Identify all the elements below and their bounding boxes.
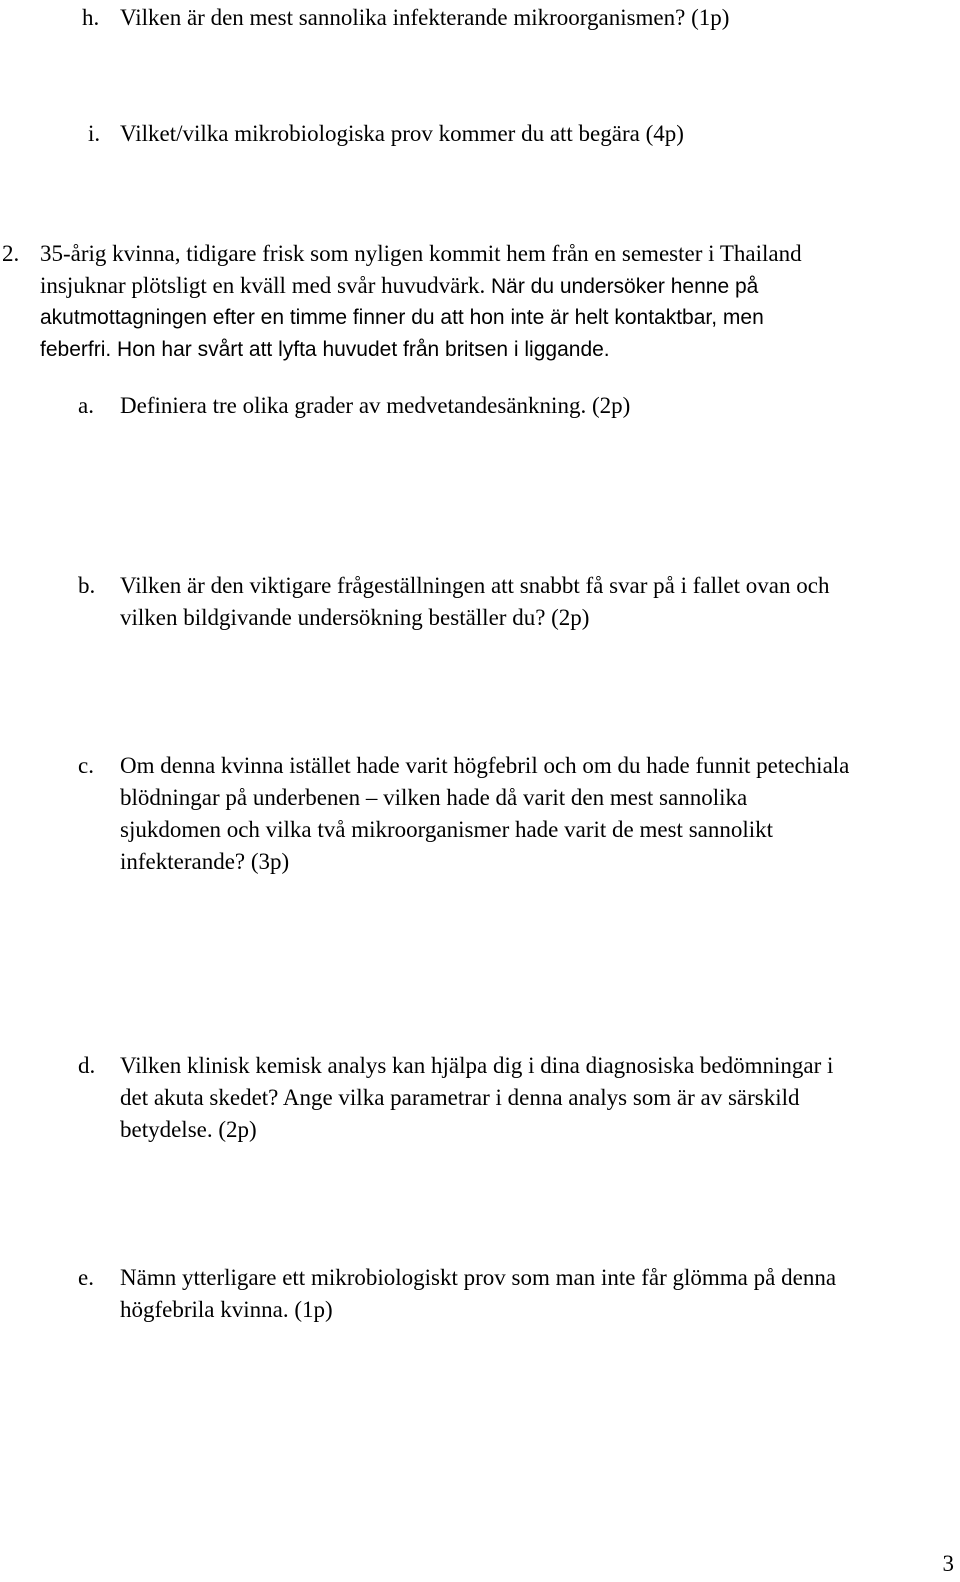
question-2-line-3: akutmottagningen efter en timme finner du att hon inte är helt kontaktbar, men <box>40 306 764 329</box>
question-2-line-1: 35-årig kvinna, tidigare frisk som nyligen kommit hem från en semester i Thailand <box>40 241 802 266</box>
question-i <box>82 118 942 150</box>
question-i-text: Vilket/vilka mikrobiologiska prov kommer du att begära (4p) <box>120 121 684 146</box>
question-b-line-2: vilken bildgivande undersökning beställer du? (2p) <box>120 605 590 630</box>
question-2-line-2b: När du undersöker henne på <box>490 275 759 298</box>
question-b-label: b. <box>78 573 96 598</box>
question-e <box>78 1262 958 1294</box>
question-d-line-3: betydelse. (2p) <box>120 1117 257 1142</box>
question-a <box>78 390 938 422</box>
question-e-line-2: högfebrila kvinna. (1p) <box>120 1297 333 1322</box>
question-c-line-4: infekterande? (3p) <box>120 849 290 874</box>
question-d-label: d. <box>78 1053 96 1078</box>
question-d-body <box>120 1082 940 1146</box>
question-b <box>78 570 938 602</box>
question-a-label: a. <box>78 393 94 418</box>
question-d-line-1: Vilken klinisk kemisk analys kan hjälpa dig i dina diagnosiska bedömningar i <box>120 1053 834 1078</box>
question-e-body <box>120 1294 940 1326</box>
question-c-line-2: blödningar på underbenen – vilken hade då varit den mest sannolika <box>120 785 748 810</box>
question-c-line-1: Om denna kvinna istället hade varit högfebril och om du hade funnit petechiala <box>120 753 850 778</box>
question-h <box>82 2 942 34</box>
page-number: 3 <box>942 1551 954 1576</box>
question-e-label: e. <box>78 1265 94 1290</box>
question-e-line-1: Nämn ytterligare ett mikrobiologiskt prov som man inte får glömma på denna <box>120 1265 837 1290</box>
question-2 <box>2 238 952 270</box>
question-2-line-4: feberfri. Hon har svårt att lyfta huvudet från britsen i liggande. <box>40 338 610 361</box>
question-i-label: i. <box>88 121 101 146</box>
question-h-text: Vilken är den mest sannolika infekterande mikroorganismen? (1p) <box>120 5 730 30</box>
question-a-text: Definiera tre olika grader av medvetandesänkning. (2p) <box>120 393 631 418</box>
question-d-line-2: det akuta skedet? Ange vilka parametrar i denna analys som är av särskild <box>120 1085 800 1110</box>
question-b-body <box>120 602 920 634</box>
question-c-body <box>120 782 940 878</box>
question-c-label: c. <box>78 753 94 778</box>
question-2-body <box>40 270 940 366</box>
question-c <box>78 750 958 782</box>
question-d <box>78 1050 958 1082</box>
question-b-line-1: Vilken är den viktigare frågeställningen att snabbt få svar på i fallet ovan och <box>120 573 830 598</box>
question-h-label: h. <box>82 5 100 30</box>
question-2-line-2: insjuknar plötsligt en kväll med svår huvudvärk. <box>40 273 486 298</box>
question-2-label: 2. <box>2 241 20 266</box>
question-c-line-3: sjukdomen och vilka två mikroorganismer hade varit de mest sannolikt <box>120 817 774 842</box>
